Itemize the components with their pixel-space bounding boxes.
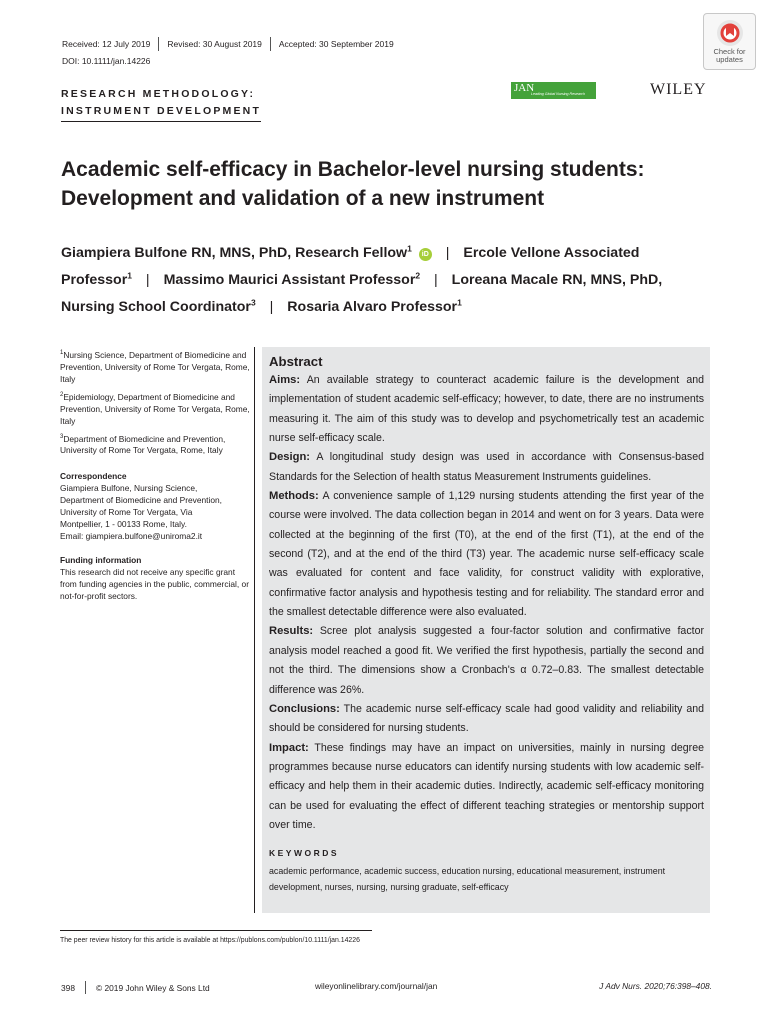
correspondence-heading: Correspondence	[60, 471, 127, 482]
journal-logo-text: JAN	[514, 82, 535, 94]
abstract-aims	[269, 371, 704, 448]
orcid-icon[interactable]: iD	[419, 248, 432, 261]
keywords-list: academic performance, academic success, education nursing, educational measurement, instrument development, nurses, nursing, nursing graduate, self-efficacy	[269, 866, 666, 893]
section-label-line-1: RESEARCH METHODOLOGY:	[61, 88, 256, 100]
correspondence-line: Montpellier, 1 - 00133 Rome, Italy.	[60, 519, 187, 530]
journal-url[interactable]: wileyonlinelibrary.com/journal/jan	[315, 981, 438, 991]
publisher-logo[interactable]: WILEY	[650, 81, 707, 98]
divider	[270, 37, 271, 51]
abstract-conclusions	[269, 700, 704, 739]
check-updates-label-1: Check for	[713, 47, 746, 56]
aims-label: Aims:	[269, 374, 301, 386]
received-date: Received: 12 July 2019	[62, 39, 151, 49]
author-separator: |	[269, 299, 274, 315]
author-separator: |	[445, 245, 450, 261]
footnote-rule	[60, 930, 372, 931]
results-text: Scree plot analysis suggested a four-factor solution and confirmative factor analysis model reached a good fit. We verified the first hypothesis, partially the second and not the third. The dimensions show a Cronbach's α 0.72–0.83. The smallest detectable difference was 26%.	[269, 625, 704, 696]
affiliation-1: $^1$Nursing Science, Department of Biomedicine and Prevention, University of Rome Tor Vergata, Rome, Italy	[60, 349, 250, 384]
affiliation-marker: 1	[407, 243, 412, 254]
correspondence-line: Giampiera Bulfone, Nursing Science,	[60, 483, 198, 494]
revised-date: Revised: 30 August 2019	[167, 39, 262, 49]
abstract-design	[269, 448, 704, 487]
affiliation-3: $^3$Department of Biomedicine and Prevention, University of Rome Tor Vergata, Rome, Italy	[60, 433, 226, 456]
peer-review-note[interactable]: The peer review history for this article is available at https://publons.com/publon/10.1111/jan.14226	[60, 937, 360, 944]
aims-text: An available strategy to counteract academic failure is the development and implementation of student academic self-efficacy; however, to date, there are no instruments measuring it. The aim of this study was to develop and psychometrically test an academic nurse self-efficacy scale.	[269, 374, 705, 445]
check-for-updates-button[interactable]	[703, 13, 756, 70]
author-name[interactable]: Professor	[61, 272, 128, 288]
methods-label: Methods:	[269, 490, 319, 503]
citation: J Adv Nurs. 2020;76:398–408.	[599, 981, 712, 991]
abstract-box	[262, 347, 710, 913]
correspondence-line: Department of Biomedicine and Prevention,	[60, 495, 223, 506]
footer-left	[61, 981, 210, 994]
check-updates-label-2: updates	[716, 55, 743, 64]
author-separator: |	[145, 272, 150, 288]
abstract-heading: Abstract	[269, 354, 323, 369]
sidebar	[60, 347, 250, 602]
methods-text: A convenience sample of 1,129 nursing students attending the first year of the course were involved. The data collection began in 2014 and went on for 3 years. Data were collected at the beginning of the first (T0), at the end of the first (T1), at the end of the second (T2), and at the end of the third (T3) year. The academic nurse self-efficacy scale was evaluated for content and face validity, for construct validity with explorative, confirmative factor analysis and hypothesis testing and for reliability. The standard error and the smallest detectable difference were also evaluated.	[269, 490, 704, 619]
journal-logo[interactable]	[511, 82, 596, 99]
impact-label: Impact:	[269, 741, 309, 754]
abstract-methods	[269, 487, 704, 622]
section-label	[61, 86, 261, 122]
title-line-2: Development and validation of a new instrument	[61, 187, 545, 210]
author-name[interactable]: Giampiera Bulfone RN, MNS, PhD, Research Fellow	[61, 245, 408, 261]
results-label: Results:	[269, 625, 314, 638]
affiliation-marker: 2	[415, 270, 421, 281]
journal-tagline: Leading Global Nursing Research	[531, 92, 585, 96]
author-separator: |	[434, 272, 438, 288]
conclusions-label: Conclusions:	[269, 702, 340, 715]
affiliation-2: $^2$Epidemiology, Department of Biomedicine and Prevention, University of Rome Tor Vergata, Rome, Italy	[60, 391, 250, 426]
author-list	[61, 240, 711, 321]
impact-text: These findings may have an impact on universities, mainly in nursing degree programmes because nurse educators can identify nursing students with low academic self-efficacy and help them in their academic duties. Indirectly, academic self-efficacy monitoring can be used for evaluating the effect of different teaching strategies or mentorship support over time.	[269, 741, 704, 831]
author-line-2	[61, 267, 711, 294]
affiliation-marker: 1	[457, 297, 462, 308]
affiliation-marker: 3	[250, 297, 256, 308]
funding-heading: Funding information	[60, 555, 142, 566]
author-line-1	[61, 240, 711, 267]
column-divider	[254, 347, 255, 913]
divider	[158, 37, 159, 51]
title-line-1: Academic self-efficacy in Bachelor-level nursing students:	[61, 158, 645, 181]
article-title	[61, 155, 701, 213]
section-label-line-2: INSTRUMENT DEVELOPMENT	[61, 103, 261, 122]
keywords-heading: KEYWORDS	[269, 848, 340, 859]
accepted-date: Accepted: 30 September 2019	[278, 39, 394, 49]
page-number: 398	[61, 982, 75, 993]
author-name[interactable]: Nursing School Coordinator	[61, 299, 251, 315]
article-dates	[62, 37, 394, 51]
copyright: © 2019 John Wiley & Sons Ltd	[95, 982, 210, 993]
author-line-3	[61, 294, 711, 321]
author-name[interactable]: Massimo Maurici Assistant Professor	[163, 272, 416, 288]
abstract-impact	[269, 739, 704, 836]
check-updates-icon	[716, 19, 744, 47]
author-name[interactable]: Rosaria Alvaro Professor	[287, 299, 458, 315]
correspondence-email[interactable]: Email: giampiera.bulfone@uniroma2.it	[60, 531, 203, 542]
author-name[interactable]: Ercole Vellone Associated	[463, 245, 640, 261]
page-footer	[61, 981, 712, 995]
abstract-results	[269, 622, 704, 699]
affiliation-marker: 1	[127, 270, 132, 281]
design-text: A longitudinal study design was used in accordance with Consensus-based Standards for the Selection of health status Measurement Instruments guidelines.	[269, 451, 705, 483]
funding-text: This research did not receive any specific grant from funding agencies in the public, commercial, or not-for-profit sectors.	[60, 567, 249, 602]
doi[interactable]: DOI: 10.1111/jan.14226	[62, 56, 151, 66]
author-name[interactable]: Loreana Macale RN, MNS, PhD,	[451, 272, 663, 288]
design-label: Design:	[269, 451, 311, 464]
divider	[85, 981, 86, 994]
conclusions-text: The academic nurse self-efficacy scale had good validity and reliability and should be considered for nursing students.	[269, 702, 704, 735]
correspondence-line: University of Rome Tor Vergata, Via	[60, 507, 193, 518]
